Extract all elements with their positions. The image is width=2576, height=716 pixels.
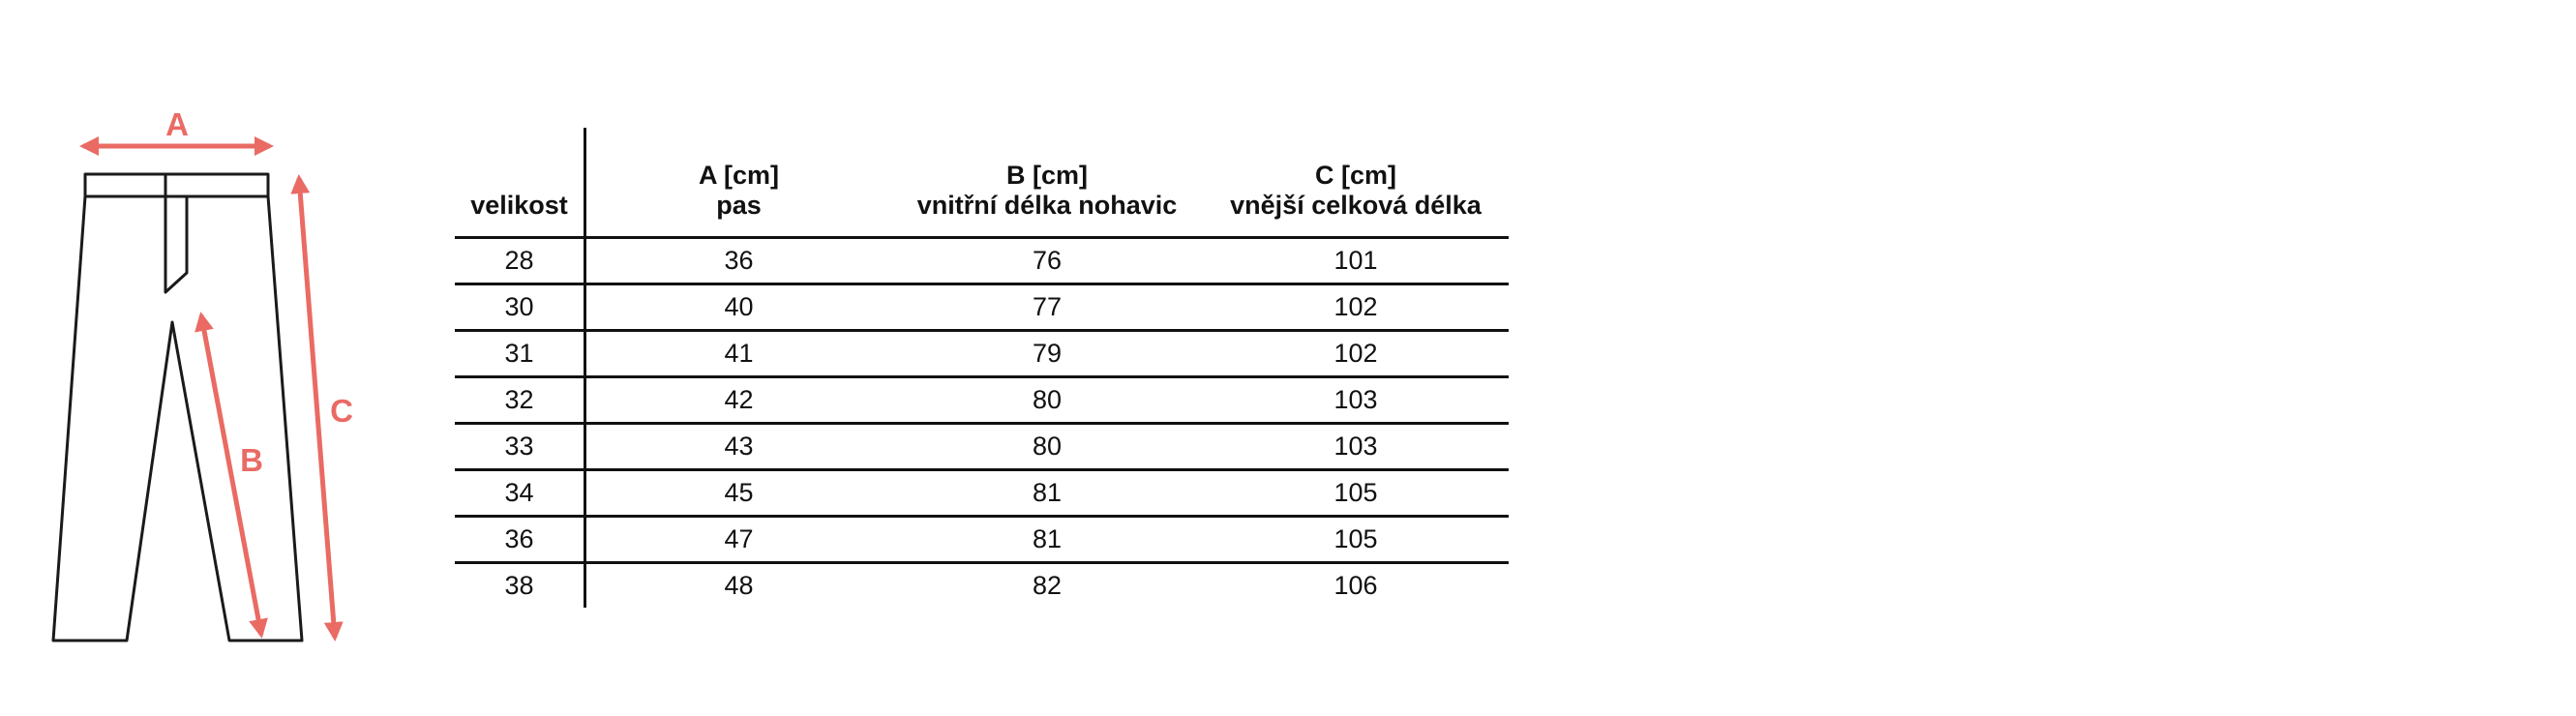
trousers-measurement-diagram [0,0,426,716]
header-b-desc: vnitřní délka nohavic [916,191,1178,220]
cell-size: 31 [455,331,585,377]
table-row [455,238,1509,284]
size-table [455,128,1509,608]
header-a-code: A [cm] [698,161,779,190]
cell-b: 77 [891,284,1203,331]
table-row [455,284,1509,331]
trousers-icon [53,174,302,641]
header-size [455,128,585,238]
cell-c: 105 [1203,470,1509,517]
cell-a: 45 [585,470,892,517]
cell-size: 32 [455,377,585,424]
cell-b: 76 [891,238,1203,284]
table-row [455,377,1509,424]
header-c-code: C [cm] [1314,161,1396,190]
dimension-a-label: A [165,106,189,142]
cell-c: 102 [1203,331,1509,377]
cell-b: 81 [891,517,1203,563]
cell-size: 33 [455,424,585,470]
dimension-a [83,106,270,146]
cell-a: 42 [585,377,892,424]
trousers-outline [53,174,302,641]
size-table-body [455,238,1509,609]
cell-c: 101 [1203,238,1509,284]
cell-a: 43 [585,424,892,470]
header-a [585,128,892,238]
cell-b: 81 [891,470,1203,517]
cell-a: 36 [585,238,892,284]
cell-size: 38 [455,563,585,609]
header-c [1203,128,1509,238]
header-a-desc: pas [716,191,762,220]
cell-size: 30 [455,284,585,331]
cell-c: 102 [1203,284,1509,331]
dimension-b [201,315,263,635]
header-size-label: velikost [470,191,568,220]
cell-size: 28 [455,238,585,284]
cell-b: 82 [1032,571,1063,600]
table-row [455,563,1509,609]
fly-line [165,174,187,292]
header-row [455,128,1509,238]
cell-a: 47 [585,517,892,563]
size-table-header [455,128,1509,238]
table-row [455,331,1509,377]
cell-b: 79 [891,331,1203,377]
dimension-b-label: B [240,442,263,478]
header-b [891,128,1203,238]
cell-c: 105 [1203,517,1509,563]
dimension-c [299,178,353,638]
cell-a: 48 [724,571,754,600]
cell-b: 80 [891,424,1203,470]
cell-c: 103 [1203,377,1509,424]
header-b-code: B [cm] [1005,161,1088,190]
table-row [455,424,1509,470]
table-row [455,517,1509,563]
cell-a: 41 [585,331,892,377]
cell-size: 36 [455,517,585,563]
cell-c: 106 [1333,571,1378,600]
cell-size: 34 [455,470,585,517]
cell-c: 103 [1203,424,1509,470]
dimension-c-label: C [330,393,353,429]
table-row [455,470,1509,517]
cell-b: 80 [891,377,1203,424]
cell-a: 40 [585,284,892,331]
header-c-desc: vnější celková délka [1230,191,1482,220]
